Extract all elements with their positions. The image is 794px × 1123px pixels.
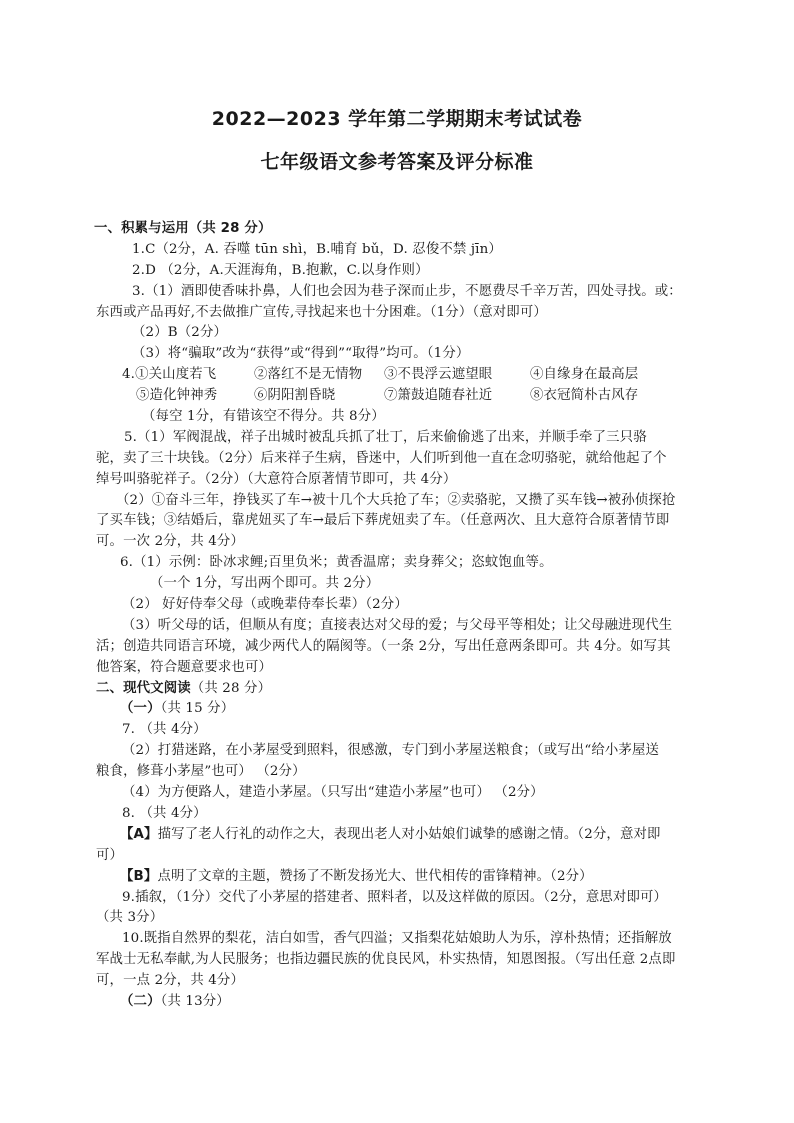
answer-q3-2: （2）B（2分） (132, 325, 228, 341)
poem-line-5: ⑤造化钟神秀 (136, 388, 218, 404)
answer-q5-2-line1: （2）①奋斗三年，挣钱买了车→被十几个大兵抢了车；②卖骆驼，又攒了买车钱→被孙侦探抢 (116, 492, 676, 508)
answer-q4-note: （每空 1分，有错该空不得分。共 8分） (142, 409, 385, 425)
passage-1-score: （共 15 分） (160, 701, 235, 717)
answer-q6-3-line1: （3）听父母的话，但顺从有度；直接表达对父母的爱；与父母平等相处；让父母融进现代生 (122, 617, 673, 633)
passage-1-title: （一） (120, 701, 161, 717)
answer-q8-b-marker: 【B】 (120, 868, 158, 884)
answer-q9-line1: 9.插叙，（1分）交代了小茅屋的搭建者、照料者，以及这样做的原因。（2分，意思对即可） (122, 889, 668, 905)
answer-q5-1-line3: 绰号叫骆驼祥子。（2分）（大意符合原著情节即可，共 4分） (96, 471, 457, 487)
page-subtitle: 七年级语文参考答案及评分标准 (260, 151, 534, 173)
answer-q1: 1.C（2分，A. 吞噬 tūn shì，B.哺育 bǔ，D. 忍俊不禁 jīn） (132, 241, 502, 257)
answer-q4-row2 (96, 386, 704, 407)
poem-line-6: ⑥阴阳割昏晓 (254, 388, 336, 404)
passage-2-heading (96, 992, 704, 1013)
answer-q4-row1 (96, 365, 704, 386)
answer-q7-4: （4）为方便路人，建造小茅屋。（只写出“建造小茅屋”也可） （2分） (122, 785, 544, 801)
answer-q7: 7. （共 4分） (122, 722, 207, 738)
answer-q8-b-text: 点明了文章的主题，赞扬了不断发扬光大、世代相传的雷锋精神。（2分） (157, 868, 593, 884)
answer-q7-2-line1: （2）打猎迷路，在小茅屋受到照料，很感激，专门到小茅屋送粮食；（或写出“给小茅屋送 (122, 743, 660, 759)
answer-q8-a-line1 (96, 825, 704, 846)
page-title: 2022—2023 学年第二学期期末考试试卷 (211, 108, 583, 130)
section-2-heading (96, 679, 704, 700)
answer-q8-b (96, 867, 704, 888)
answer-q3-3: （3）将“骗取”改为“获得”或“得到”“取得”均可。（1分） (132, 346, 470, 362)
answer-q10-line3: 可，一点 2分，共 4分） (96, 973, 245, 989)
answer-q8: 8. （共 4分） (122, 805, 207, 821)
passage-2-score: （共 13分） (160, 993, 230, 1009)
section-2-title: 二、现代文阅读 (96, 680, 191, 696)
answer-q6-1-note: （一个 1分，写出两个即可。共 2分） (150, 576, 380, 592)
answer-q2: 2.D （2分，A.天涯海角，B.抱歉，C.以身作则） (132, 262, 429, 278)
answer-q7-2-line2: 粮食，修葺小茅屋”也可） （2分） (96, 764, 306, 780)
answer-q6-2: （2） 好好侍奉父母（或晚辈侍奉长辈）（2分） (122, 597, 408, 613)
poem-line-2: ②落红不是无情物 (254, 367, 363, 383)
answer-q5-1-line2: 驼，卖了三十块钱。（2分）后来祥子生病，昏迷中，人们听到他一直在念叨骆驼，就给他起了个 (96, 450, 667, 466)
answer-q6-1: 6.（1）示例：卧冰求鲤;百里负米；黄香温席；卖身葬父；恣蚊饱血等。 (120, 555, 553, 571)
section-1-heading: 一、积累与运用（共 28 分） (94, 221, 272, 236)
answer-q5-2-line3: 可。一次 2分，共 4分） (96, 534, 245, 550)
poem-line-4: ④自缘身在最高层 (530, 367, 639, 383)
answer-q9-line2: （共 3分） (96, 910, 164, 926)
answer-q6-3-line3: 他答案，符合题意要求也可） (96, 659, 273, 675)
passage-1-heading (96, 699, 704, 720)
poem-line-7: ⑦箫鼓追随春社近 (384, 388, 493, 404)
answer-q5-2-line2: 了买车钱；③结婚后，靠虎妞买了车→最后下葬虎妞卖了车。（任意两次、且大意符合原著情节即 (96, 513, 670, 529)
passage-2-title: （二） (120, 993, 161, 1009)
answer-q6-3-line2: 活；创造共同语言环境，减少两代人的隔阂等。（一条 2分，写出任意两条即可。共 4分。如写其 (96, 638, 671, 654)
answer-content (96, 219, 704, 1013)
answer-q10-line2: 军战士无私奉献,为人民服务；也指边疆民族的优良民风，朴实热情，知恩图报。（写出任意 2点即 (96, 952, 676, 968)
poem-line-3: ③不畏浮云遮望眼 (384, 367, 493, 383)
section-2-score: （共 28 分） (190, 680, 272, 696)
answer-q10-line1: 10.既指自然界的梨花，洁白如雪，香气四溢；又指梨花姑娘助人为乐，淳朴热情；还指解放 (122, 931, 672, 947)
answer-q8-a-marker: 【A】 (120, 826, 158, 842)
answer-q5-1-line1: 5.（1）军阀混战，祥子出城时被乱兵抓了壮丁，后来偷偷逃了出来，并顺手牵了三只骆 (124, 429, 647, 445)
poem-line-8: ⑧衣冠简朴古风存 (530, 388, 639, 404)
answer-q3-1-line1: 3.（1）酒即使香味扑鼻，人们也会因为巷子深而止步，不愿费尽千辛万苦，四处寻找。或： (132, 283, 682, 299)
answer-q8-a-text: 描写了老人行礼的动作之大，表现出老人对小姑娘们诚挚的感谢之情。（2分，意对即 (157, 826, 661, 842)
poem-line-1: 4.①关山度若飞 (122, 367, 217, 383)
answer-q3-1-line2: 东西或产品再好,不去做推广宣传,寻找起来也十分困难。（1分）（意对即可） (96, 304, 547, 320)
answer-q8-a-line2: 可） (96, 847, 124, 863)
